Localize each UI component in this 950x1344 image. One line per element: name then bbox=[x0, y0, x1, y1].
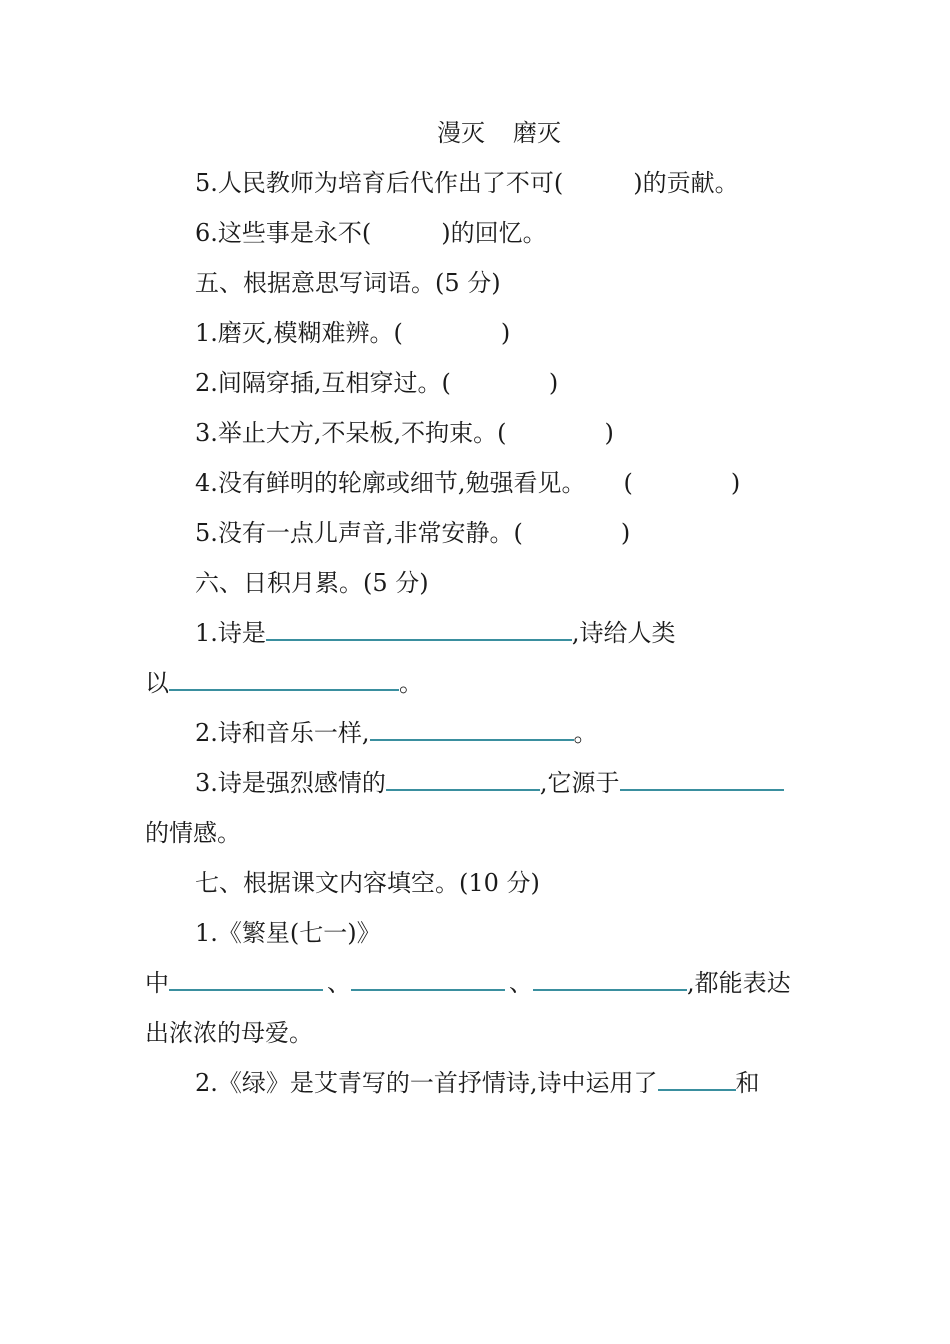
question-text: 5.人民教师为培育后代作出了不可( bbox=[195, 169, 564, 197]
question-text-end: ) bbox=[500, 319, 511, 347]
paren-open: ( bbox=[623, 469, 633, 497]
section-5-heading: 五、根据意思写词语。(5 分) bbox=[195, 269, 501, 297]
question-5-2 bbox=[195, 367, 558, 399]
fill-blank[interactable] bbox=[169, 667, 399, 691]
fill-blank[interactable] bbox=[658, 1067, 736, 1091]
question-text: 3.诗是强烈感情的 bbox=[195, 769, 386, 797]
question-7-1-line3: 出浓浓的母爱。 bbox=[145, 1019, 313, 1047]
question-4-6 bbox=[195, 217, 547, 249]
question-7-2 bbox=[195, 1067, 760, 1099]
question-text: 中 bbox=[145, 969, 169, 997]
question-5-1 bbox=[195, 317, 510, 349]
question-6-3-line2: 的情感。 bbox=[145, 819, 241, 847]
fill-blank[interactable] bbox=[620, 767, 784, 791]
question-text: 3.举止大方,不呆板,不拘束。( bbox=[195, 419, 507, 447]
question-7-1-line2 bbox=[145, 967, 791, 999]
question-7-1-line1: 1.《繁星(七一)》 bbox=[195, 919, 381, 947]
fill-blank[interactable] bbox=[370, 717, 574, 741]
question-text: 。 bbox=[399, 669, 423, 697]
question-6-1-line2 bbox=[145, 667, 423, 699]
fill-blank[interactable] bbox=[351, 967, 505, 991]
separator: 、 bbox=[327, 969, 351, 997]
question-text: 和 bbox=[735, 1069, 760, 1097]
question-5-3 bbox=[195, 417, 614, 449]
word-1: 漫灭 bbox=[437, 119, 485, 147]
question-4-5 bbox=[195, 167, 739, 199]
question-text-end: )的回忆。 bbox=[441, 219, 547, 247]
question-text: 2.间隔穿插,互相穿过。( bbox=[195, 369, 451, 397]
question-6-2 bbox=[195, 717, 598, 749]
question-text: 5.没有一点儿声音,非常安静。( bbox=[195, 519, 523, 547]
question-text-end: ) bbox=[548, 369, 559, 397]
question-text-end: )的贡献。 bbox=[633, 169, 739, 197]
question-text: 1.诗是 bbox=[195, 619, 266, 647]
question-5-5 bbox=[195, 517, 630, 549]
question-text: 1.磨灭,模糊难辨。( bbox=[195, 319, 403, 347]
question-text: ,它源于 bbox=[539, 769, 620, 797]
section-7-heading: 七、根据课文内容填空。(10 分) bbox=[195, 869, 540, 897]
question-5-4 bbox=[195, 467, 740, 499]
question-text: ,都能表达 bbox=[687, 969, 791, 997]
question-6-1-line1 bbox=[195, 617, 676, 649]
separator: 、 bbox=[509, 969, 533, 997]
question-text: 6.这些事是永不( bbox=[195, 219, 372, 247]
question-6-3-line1 bbox=[195, 767, 784, 799]
question-text-end: ) bbox=[730, 469, 741, 497]
question-text: 以 bbox=[145, 669, 169, 697]
section-6-heading: 六、日积月累。(5 分) bbox=[195, 569, 429, 597]
fill-blank[interactable] bbox=[266, 617, 572, 641]
question-text-end: ) bbox=[604, 419, 614, 447]
top-words-row bbox=[437, 117, 561, 149]
fill-blank[interactable] bbox=[169, 967, 323, 991]
fill-blank[interactable] bbox=[533, 967, 687, 991]
question-text: 2.《绿》是艾青写的一首抒情诗,诗中运用了 bbox=[195, 1069, 658, 1097]
question-text: 2.诗和音乐一样, bbox=[195, 719, 370, 747]
fill-blank[interactable] bbox=[386, 767, 540, 791]
question-text: 4.没有鲜明的轮廓或细节,勉强看见。 bbox=[195, 469, 586, 497]
question-text: ,诗给人类 bbox=[571, 619, 676, 647]
question-text: 。 bbox=[573, 719, 598, 747]
word-2: 磨灭 bbox=[513, 119, 561, 147]
question-text-end: ) bbox=[620, 519, 631, 547]
